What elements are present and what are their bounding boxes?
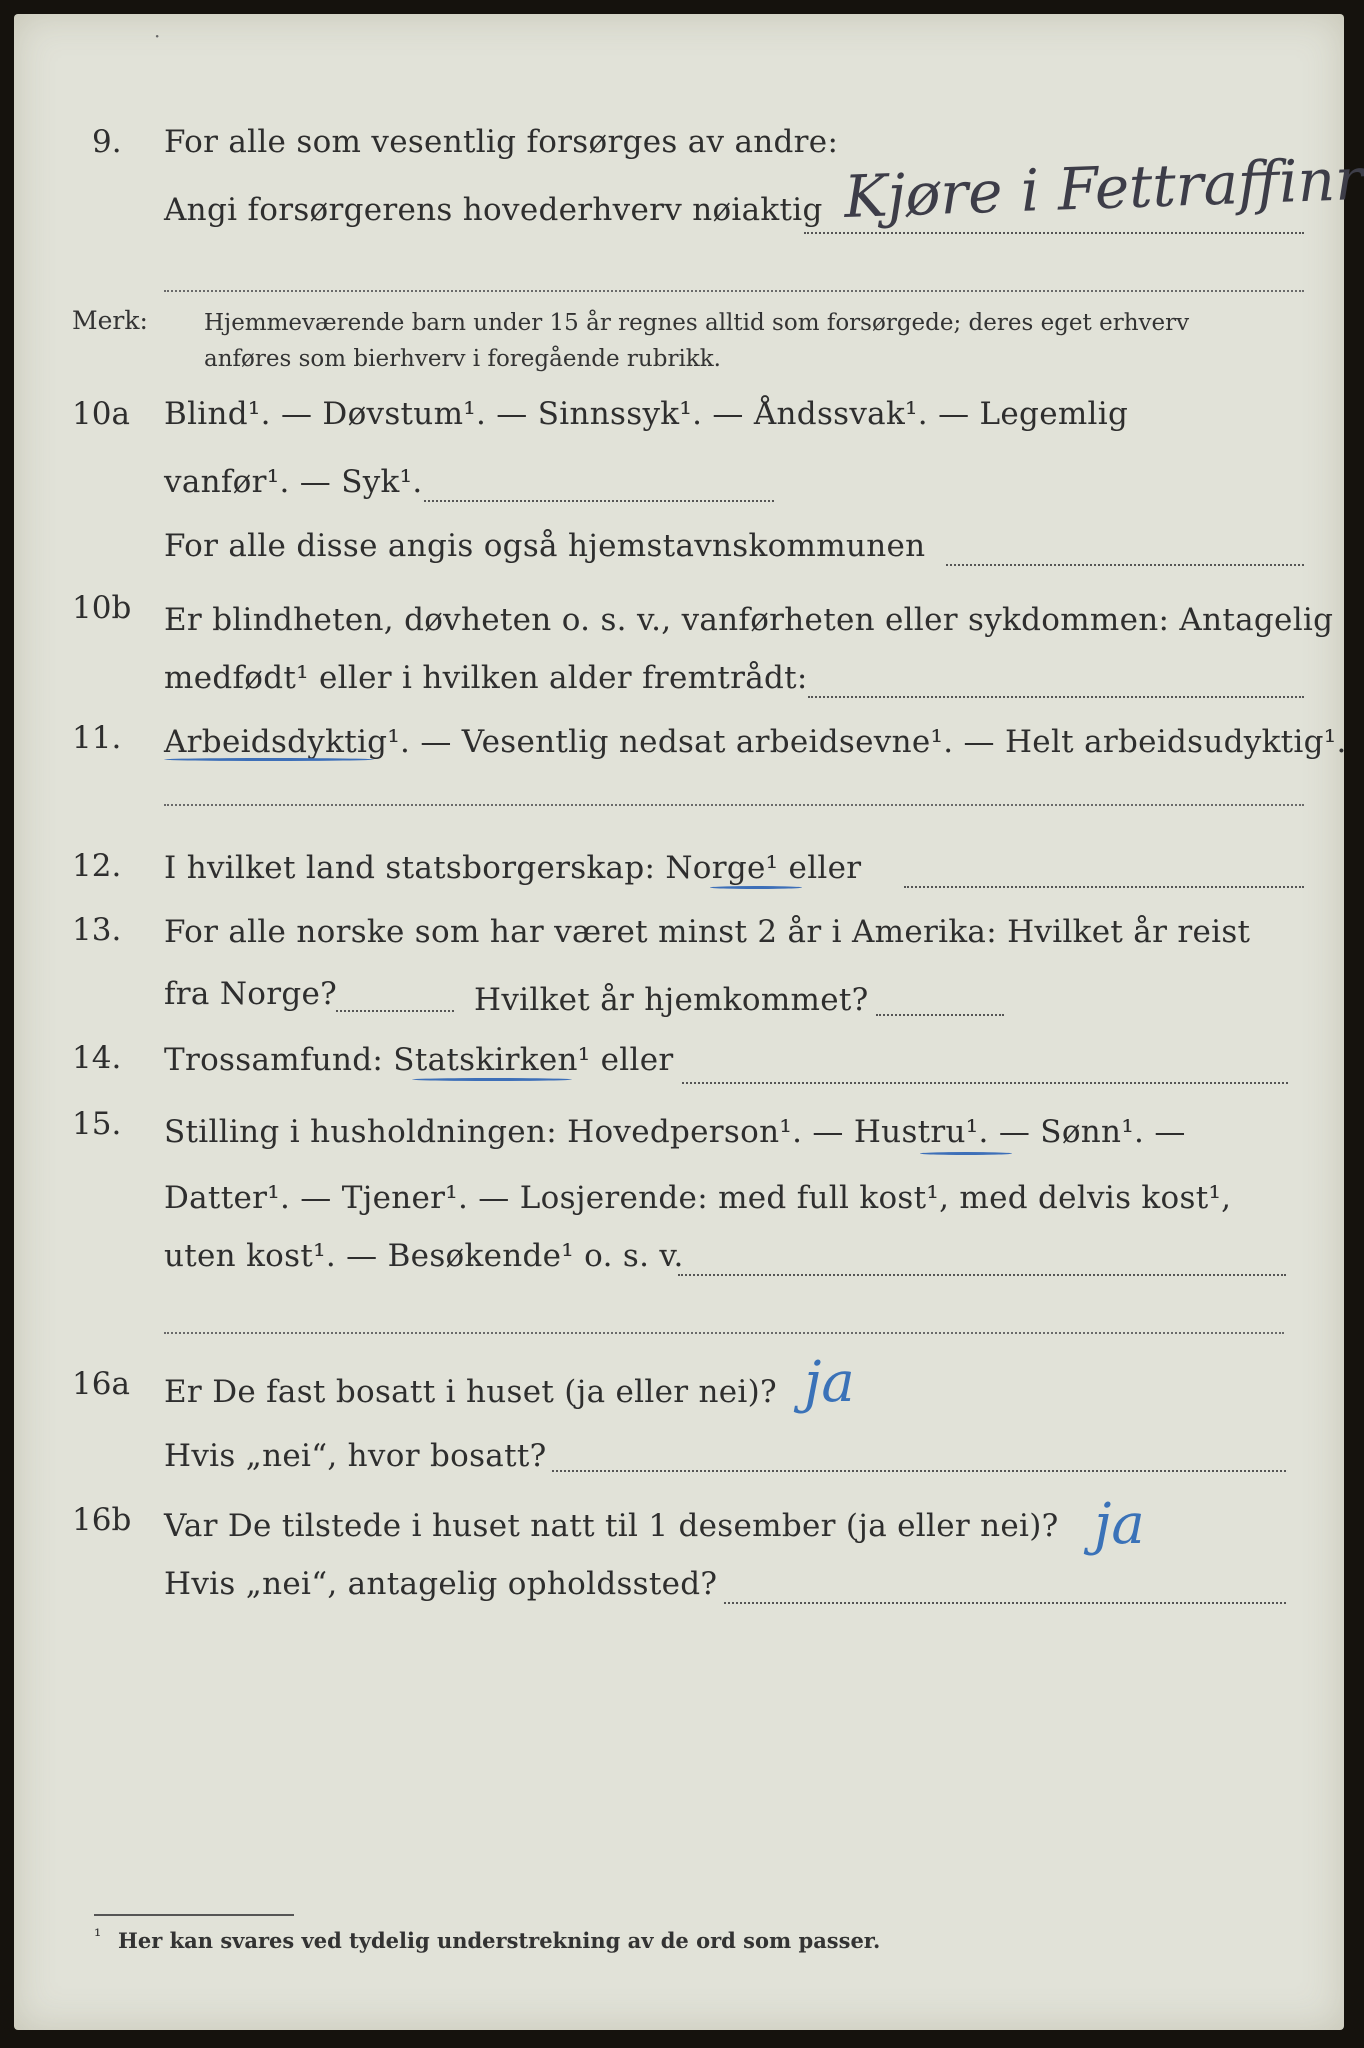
q15-number: 15.: [72, 1106, 122, 1142]
q10a-line2: vanfør¹. — Syk¹.: [164, 464, 423, 500]
corner-mark: ·: [154, 24, 161, 48]
q10b-answer-line: [808, 696, 1304, 698]
q16a-line2: Hvis „nei“, hvor bosatt?: [164, 1438, 547, 1474]
q13-reist-line: [336, 1010, 454, 1012]
q16b-line1: Var De tilstede i huset natt til 1 desember (ja eller nei)?: [164, 1508, 1059, 1544]
q16a-handwritten-answer: ja: [804, 1350, 855, 1415]
q9-lower-rule: [164, 290, 1304, 292]
q15-line2: Datter¹. — Tjener¹. — Losjerende: med full kost¹, med delvis kost¹,: [164, 1180, 1232, 1216]
q13-hjemkommet-line: [876, 1014, 1004, 1016]
q16a-bosatt-line: [552, 1470, 1286, 1472]
q10b-line2: medfødt¹ eller i hvilken alder fremtrådt:: [164, 660, 808, 696]
footnote-text: Her kan svares ved tydelig understrekning av de ord som passer.: [118, 1928, 881, 1953]
merk-line1: Hjemmeværende barn under 15 år regnes alltid som forsørgede; deres eget erhverv: [204, 310, 1190, 336]
footnote-mark: ¹: [94, 1926, 102, 1947]
q10a-hjemstavn-line: [946, 564, 1304, 566]
q16b-opholdssted-line: [724, 1602, 1286, 1604]
merk-label: Merk:: [72, 306, 148, 335]
q13-number: 13.: [72, 912, 122, 948]
q10a-syk-line: [424, 500, 774, 502]
q16a-line1: Er De fast bosatt i huset (ja eller nei)?: [164, 1374, 777, 1410]
q9-line2: Angi forsørgerens hovederhverv nøiaktig: [164, 192, 823, 228]
q9-handwritten-answer: Kjøre i Fettraffinr: [842, 144, 1364, 232]
q15-extra-line: [164, 1332, 1284, 1334]
q15-answer-line: [678, 1274, 1286, 1276]
q12-number: 12.: [72, 848, 122, 884]
q13-line2a: fra Norge?: [164, 976, 338, 1012]
q16b-number: 16b: [72, 1502, 132, 1538]
footnote-rule: [94, 1914, 294, 1916]
q14-number: 14.: [72, 1040, 122, 1076]
q14-line1: Trossamfund: Statskirken¹ eller: [164, 1042, 674, 1078]
q10b-line1: Er blindheten, døvheten o. s. v., vanførheten eller sykdommen: Antagelig: [164, 602, 1334, 638]
q9-line1: For alle som vesentlig forsørges av andre:: [164, 124, 839, 160]
q14-statskirken-underline: [412, 1078, 572, 1081]
q16a-number: 16a: [72, 1366, 130, 1402]
q13-line2b: Hvilket år hjemkommet?: [474, 982, 869, 1018]
q11-line1: Arbeidsdyktig¹. — Vesentlig nedsat arbeidsevne¹. — Helt arbeidsudyktig¹.: [164, 724, 1347, 760]
q15-line3: uten kost¹. — Besøkende¹ o. s. v.: [164, 1238, 684, 1274]
q12-line1: I hvilket land statsborgerskap: Norge¹ eller: [164, 850, 862, 886]
q15-hustru-underline: [920, 1152, 1012, 1155]
q10a-number: 10a: [72, 396, 130, 432]
q11-answer-line: [164, 804, 1304, 806]
q12-norge-underline: [710, 886, 802, 889]
q11-number: 11.: [72, 720, 122, 756]
q10a-line3: For alle disse angis også hjemstavnskommunen: [164, 528, 926, 564]
q12-answer-line: [904, 886, 1304, 888]
q16b-line2: Hvis „nei“, antagelig opholdssted?: [164, 1566, 718, 1602]
q14-answer-line: [682, 1082, 1288, 1084]
q13-line1: For alle norske som har været minst 2 år i Amerika: Hvilket år reist: [164, 914, 1251, 950]
merk-line2: anføres som bierhverv i foregående rubrikk.: [204, 346, 721, 372]
q9-number: 9.: [92, 124, 122, 160]
q11-arbeidsdyktig-underline: [164, 758, 374, 761]
q10a-line1: Blind¹. — Døvstum¹. — Sinnssyk¹. — Åndssvak¹. — Legemlig: [164, 396, 1129, 432]
q9-answer-line: [804, 232, 1304, 234]
q15-line1: Stilling i husholdningen: Hovedperson¹. — Hustru¹. — Sønn¹. —: [164, 1114, 1186, 1150]
census-form-page: [14, 14, 1364, 2030]
q16b-handwritten-answer: ja: [1094, 1492, 1145, 1557]
q10b-number: 10b: [72, 590, 132, 626]
